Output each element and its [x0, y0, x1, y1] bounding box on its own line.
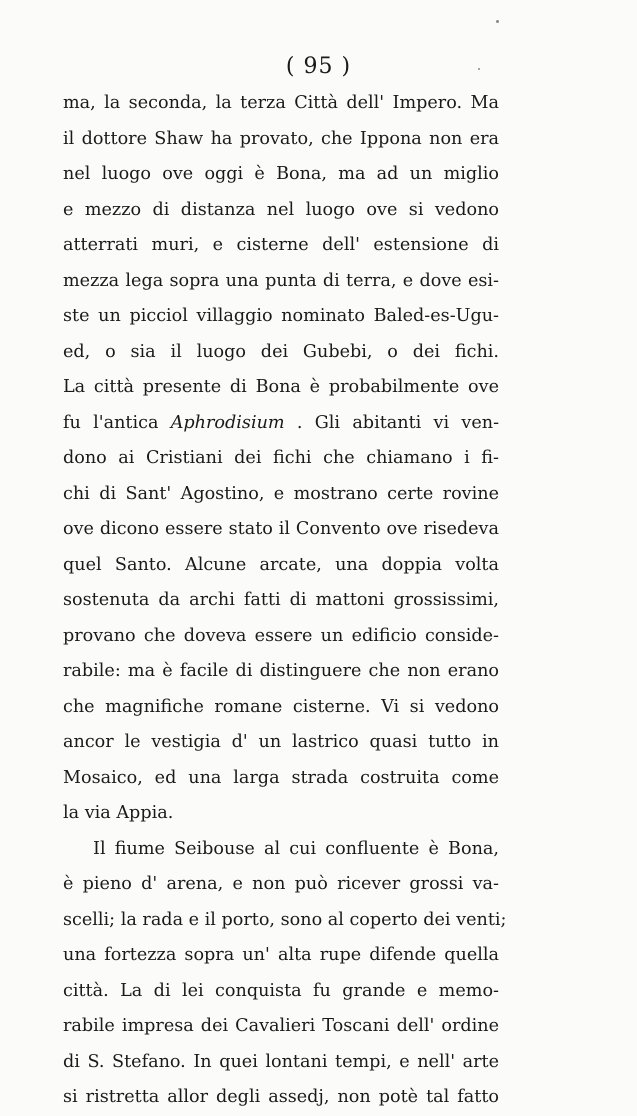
text-line: Mosaico, ed una larga strada costruita come: [63, 767, 499, 788]
text-line: Il fiume Seibouse al cui confluente è Bona,: [93, 838, 499, 859]
paragraph-1: [63, 86, 499, 832]
text-line: di S. Stefano. In quei lontani tempi, e nell' arte: [63, 1051, 499, 1072]
text-line: ancor le vestigia d' un lastrico quasi tutto in: [63, 732, 499, 752]
text-line: nel luogo ove oggi è Bona, ma ad un miglio: [63, 164, 499, 184]
text-line: si ristretta allor degli assedj, non potè tal fatto: [63, 1087, 499, 1107]
text-line: rabile impresa dei Cavalieri Toscani dell' ordine: [63, 1016, 499, 1036]
paper-speck: [496, 20, 499, 23]
text-line: la via Appia.: [63, 803, 174, 823]
text-line: il dottore Shaw ha provato, che Ippona non era: [63, 128, 499, 149]
text-segment: . Gli abitanti vi ven-: [296, 412, 500, 433]
text-line: provano che doveva essere un edificio conside-: [63, 625, 499, 646]
paper-speck: [478, 68, 480, 70]
text-line: ste un picciol villaggio nominato Baled-es-Ugu-: [63, 306, 499, 326]
body-text: [63, 86, 507, 1116]
page-number: ( 95 ): [285, 54, 352, 79]
text-line: quel Santo. Alcune arcate, una doppia volta: [63, 554, 499, 575]
text-line: ma, la seconda, la terza Città dell' Impero. Ma: [63, 93, 499, 113]
text-line: sostenuta da archi fatti di mattoni grossissimi,: [63, 590, 499, 610]
text-line: La città presente di Bona è probabilmente ove: [63, 377, 499, 397]
text-line: che magnifiche romane cisterne. Vi si vedono: [63, 696, 499, 717]
text-line: scelli; la rada e il porto, sono al coperto dei venti;: [63, 909, 507, 930]
text-line: dono ai Cristiani dei fichi che chiamano i fi-: [63, 448, 499, 468]
paragraph-2: [63, 832, 507, 1116]
text-line: chi di Sant' Agostino, e mostrano certe rovine: [63, 483, 499, 504]
text-line: ove dicono essere stato il Convento ove risedeva: [63, 519, 499, 539]
italic-term: Aphrodisium: [170, 412, 285, 433]
text-line: città. La di lei conquista fu grande e memo-: [63, 980, 499, 1001]
text-line: mezza lega sopra una punta di terra, e dove esi-: [63, 270, 499, 291]
text-line: atterrati muri, e cisterne dell' estensione di: [63, 235, 499, 255]
text-line: ed, o sia il luogo dei Gubebi, o dei fichi.: [63, 341, 499, 362]
text-line: è pieno d' arena, e non può ricever grossi va-: [63, 874, 499, 894]
text-line: rabile: ma è facile di distinguere che non erano: [63, 661, 499, 681]
text-line: una fortezza sopra un' alta rupe difende quella: [63, 945, 499, 965]
text-segment: fu l'antica: [63, 412, 159, 433]
text-line: e mezzo di distanza nel luogo ove si vedono: [63, 199, 499, 220]
text-line: [63, 406, 499, 442]
